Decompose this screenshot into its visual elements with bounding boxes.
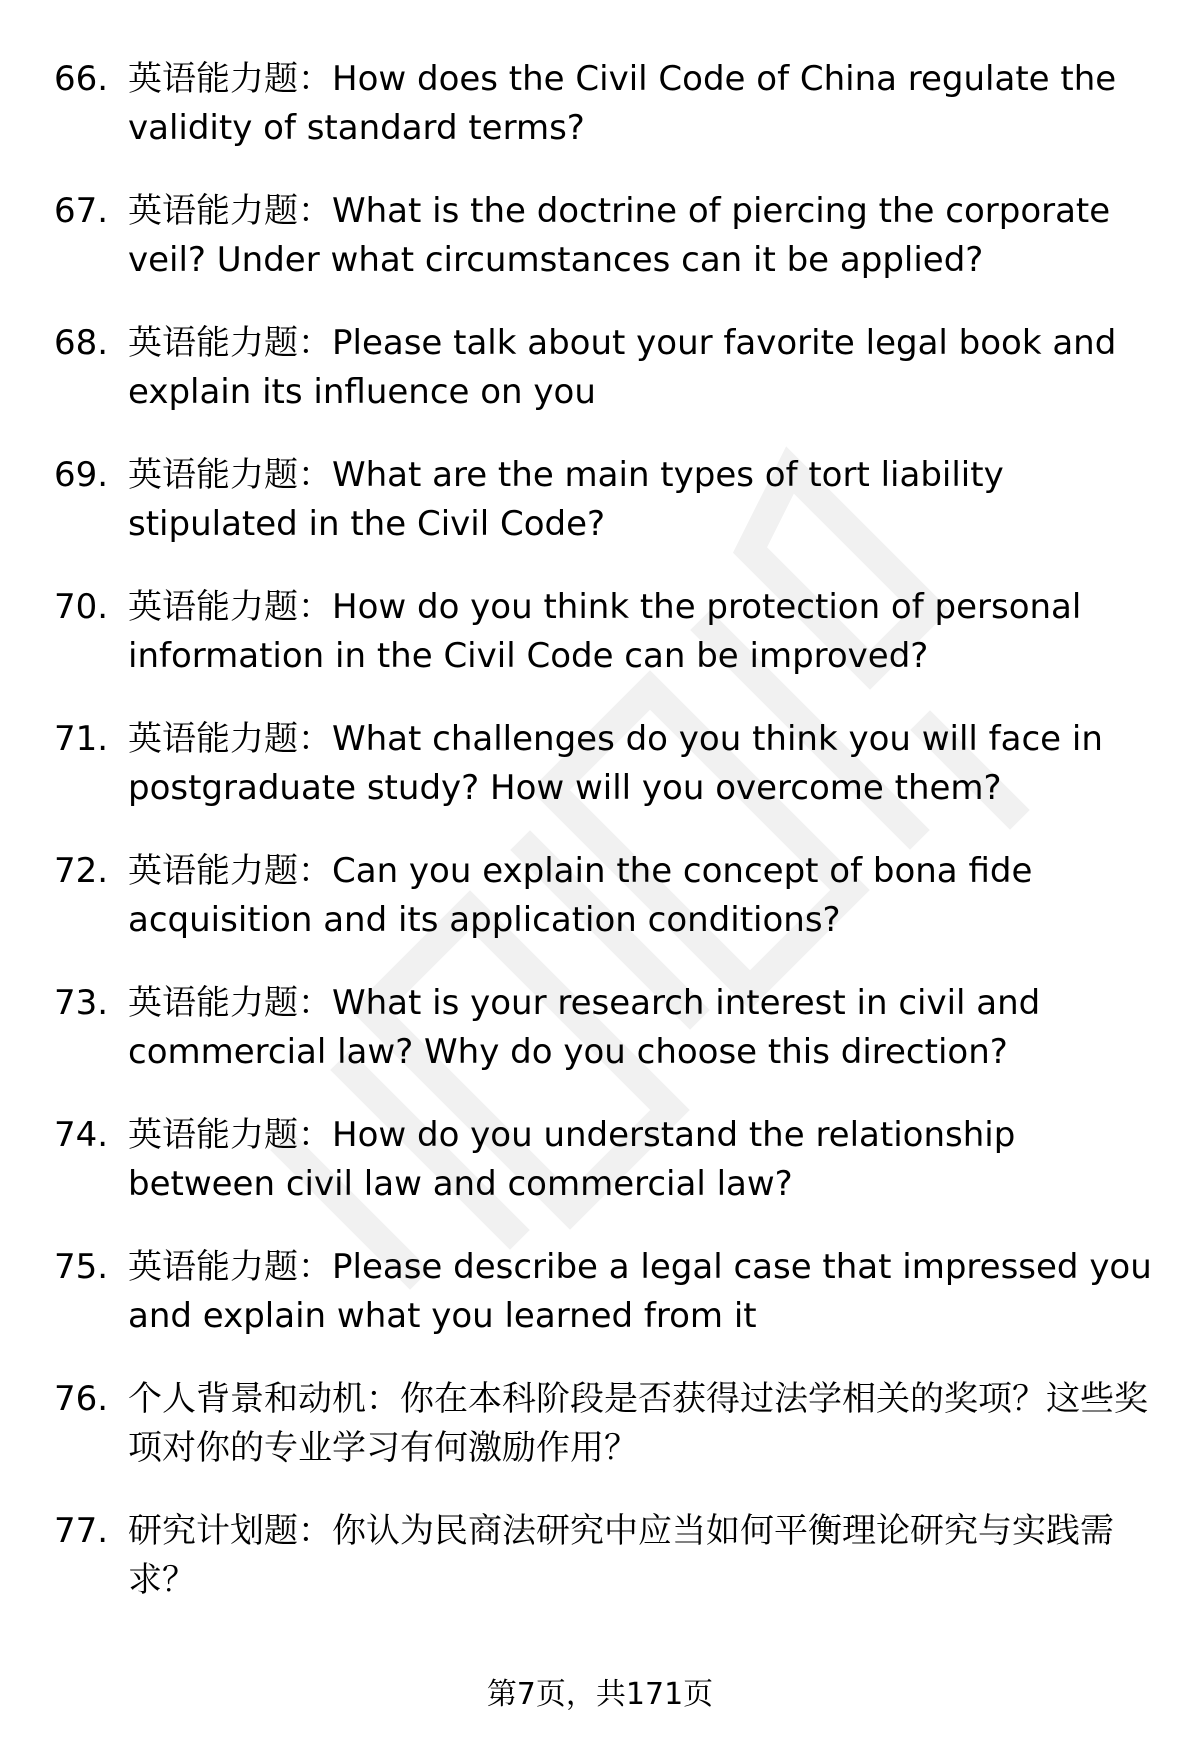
question-text-block [128, 187, 1154, 284]
question-category: 英语能力题： [128, 59, 332, 99]
question-item [54, 847, 1154, 944]
question-number: 75. [54, 1247, 109, 1287]
question-item [54, 979, 1154, 1076]
question-item [54, 1243, 1154, 1340]
question-category: 研究计划题： [128, 1511, 332, 1551]
question-text-block [128, 1243, 1154, 1340]
question-body: Can you explain the concept of bona fide acquisition and its application conditions? [128, 851, 1033, 940]
question-item [54, 1111, 1154, 1208]
question-text-block [128, 847, 1154, 944]
question-item [54, 319, 1154, 416]
question-item [54, 1375, 1154, 1472]
question-category: 英语能力题： [128, 323, 332, 363]
question-number: 73. [54, 983, 109, 1023]
question-text-block [128, 1111, 1154, 1208]
question-category: 英语能力题： [128, 983, 332, 1023]
question-category: 英语能力题： [128, 719, 332, 759]
question-body: 你认为民商法研究中应当如何平衡理论研究与实践需求？ [128, 1511, 1114, 1600]
question-item [54, 451, 1154, 548]
question-text-block [128, 319, 1154, 416]
question-number: 66. [54, 59, 109, 99]
question-text-block [128, 979, 1154, 1076]
question-category: 英语能力题： [128, 455, 332, 495]
question-body: How do you think the protection of personal information in the Civil Code can be improved? [128, 587, 1082, 676]
question-body: Please talk about your favorite legal book and explain its influence on you [128, 323, 1117, 412]
question-list [54, 55, 1154, 1639]
question-number: 70. [54, 587, 109, 627]
question-number: 69. [54, 455, 109, 495]
question-body: What is the doctrine of piercing the corporate veil? Under what circumstances can it be applied? [128, 191, 1111, 280]
question-text-block [128, 1507, 1154, 1604]
question-category: 英语能力题： [128, 1115, 332, 1155]
question-text-block [128, 715, 1154, 812]
question-item [54, 187, 1154, 284]
question-text-block [128, 451, 1154, 548]
question-body: How do you understand the relationship between civil law and commercial law? [128, 1115, 1016, 1204]
question-category: 英语能力题： [128, 1247, 332, 1287]
question-text-block [128, 1375, 1154, 1472]
question-number: 68. [54, 323, 109, 363]
question-body: 你在本科阶段是否获得过法学相关的奖项？这些奖项对你的专业学习有何激励作用？ [128, 1379, 1148, 1468]
question-body: Please describe a legal case that impressed you and explain what you learned from it [128, 1247, 1152, 1336]
page-number-footer: 第7页，共171页 [486, 1677, 714, 1712]
question-item [54, 715, 1154, 812]
question-category: 个人背景和动机： [128, 1379, 400, 1419]
question-body: What are the main types of tort liability stipulated in the Civil Code? [128, 455, 1004, 544]
question-number: 76. [54, 1379, 109, 1419]
question-item [54, 55, 1154, 152]
question-body: What challenges do you think you will face in postgraduate study? How will you overcome them? [128, 719, 1103, 808]
question-number: 67. [54, 191, 109, 231]
question-item [54, 583, 1154, 680]
question-body: How does the Civil Code of China regulate the validity of standard terms? [128, 59, 1117, 148]
question-number: 74. [54, 1115, 109, 1155]
question-item [54, 1507, 1154, 1604]
question-number: 71. [54, 719, 109, 759]
question-number: 72. [54, 851, 109, 891]
question-text-block [128, 55, 1154, 152]
question-category: 英语能力题： [128, 191, 332, 231]
question-body: What is your research interest in civil and commercial law? Why do you choose this direction? [128, 983, 1041, 1072]
question-category: 英语能力题： [128, 851, 332, 891]
question-category: 英语能力题： [128, 587, 332, 627]
question-number: 77. [54, 1511, 109, 1551]
question-text-block [128, 583, 1154, 680]
